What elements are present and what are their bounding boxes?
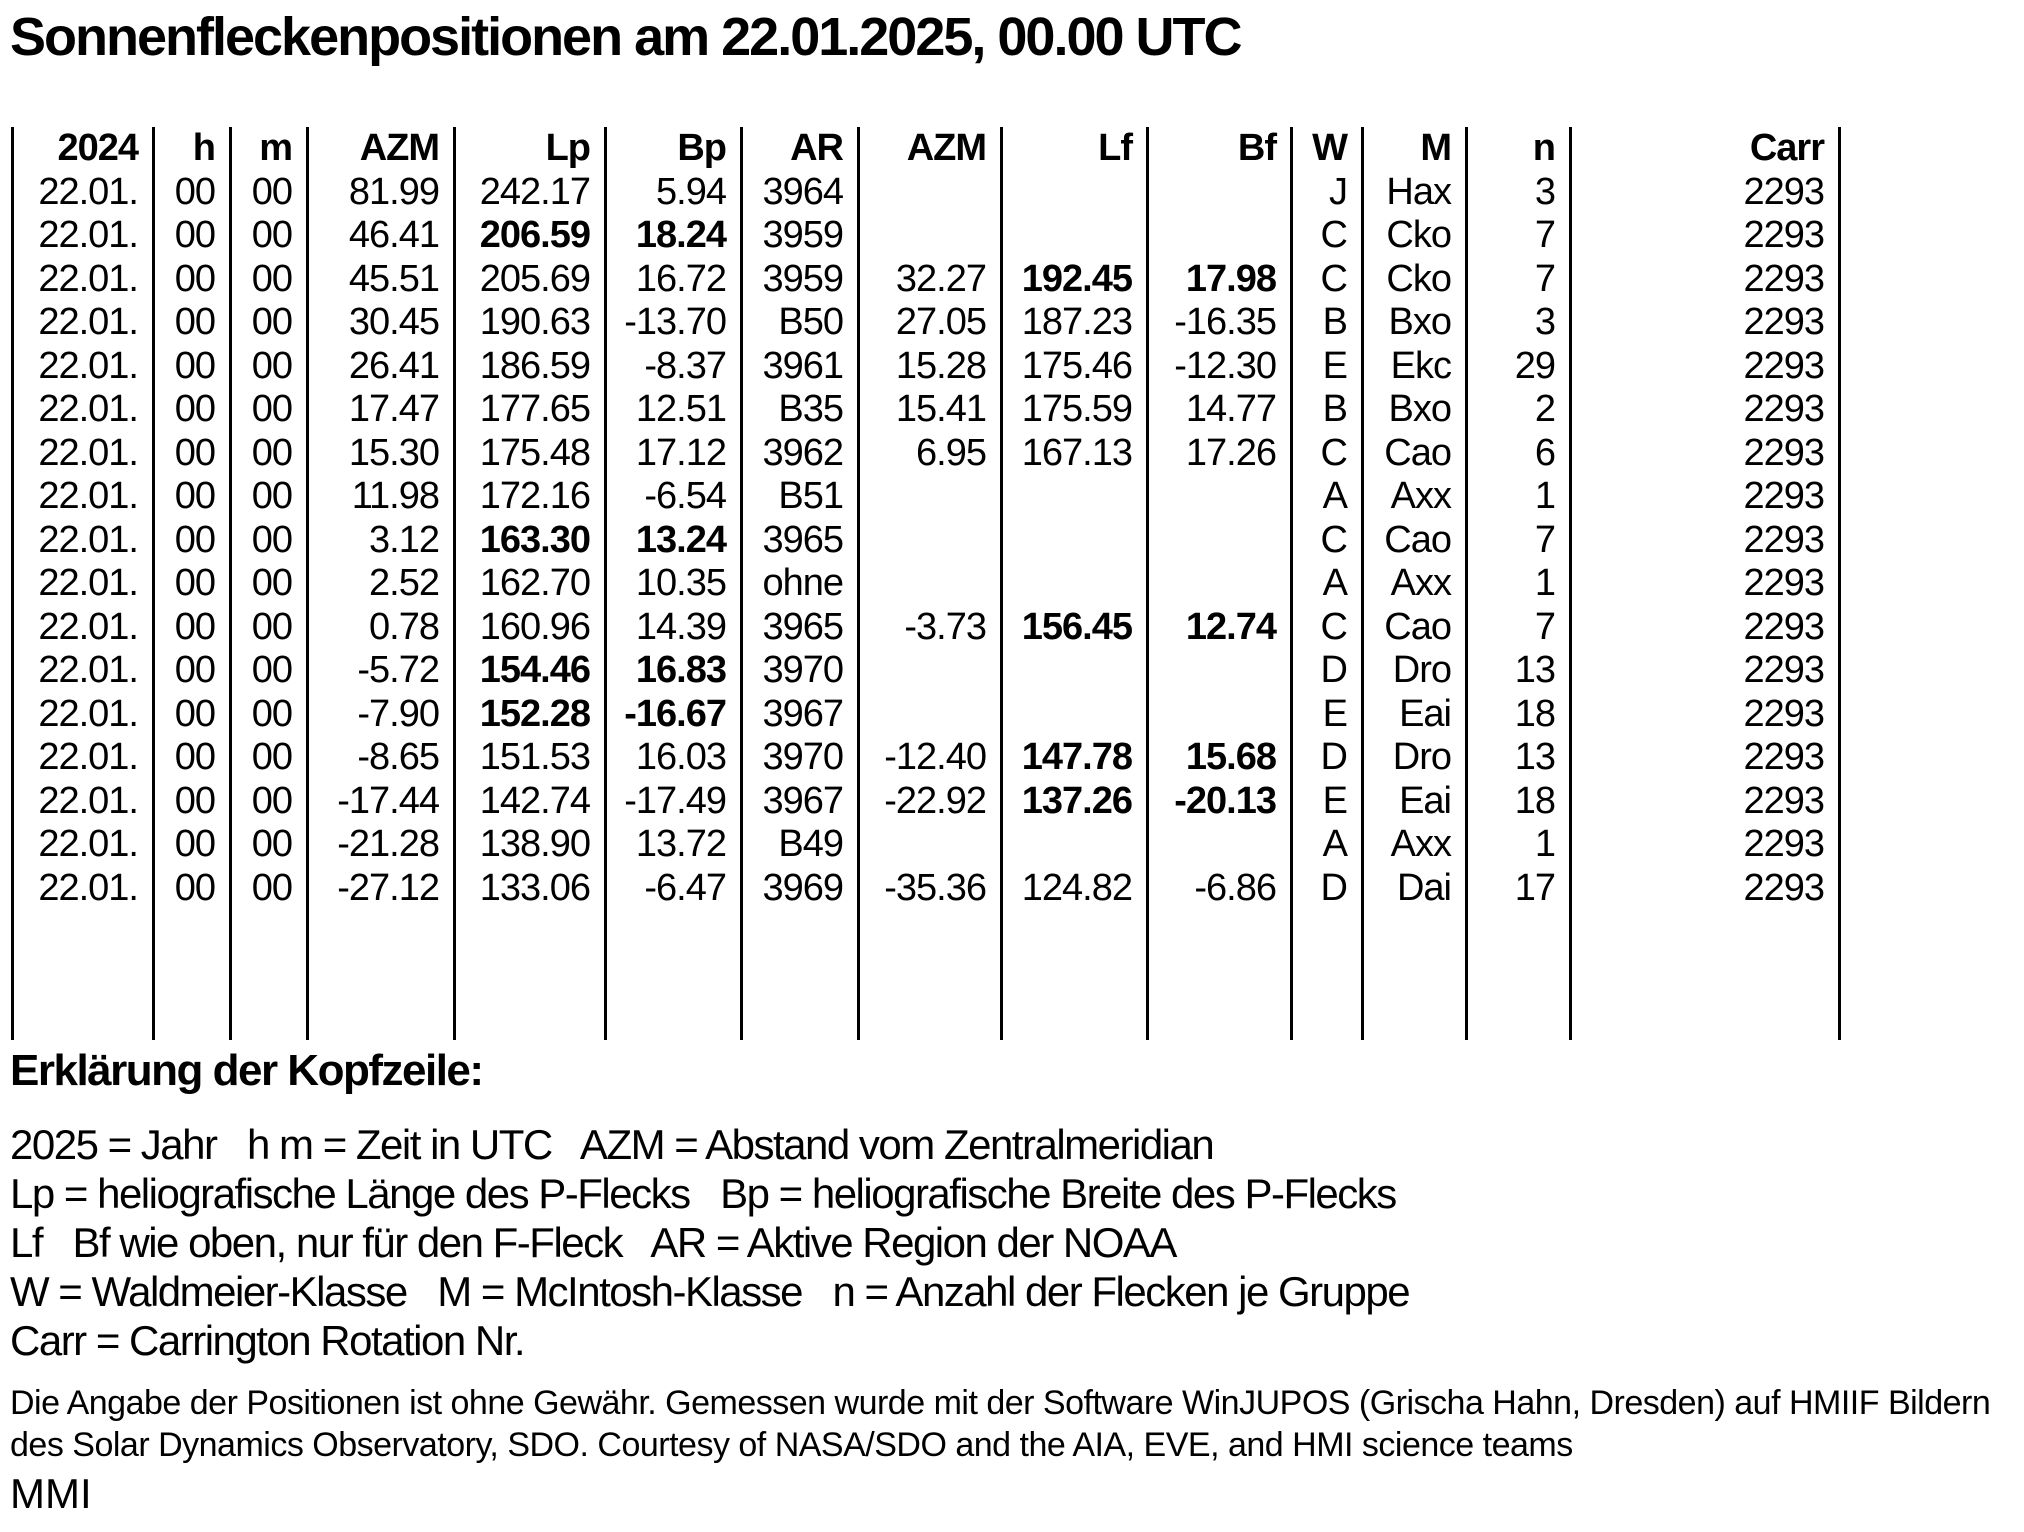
table-cell: 00 bbox=[154, 214, 231, 258]
table-cell: 17.12 bbox=[606, 432, 742, 476]
table-cell: 206.59 bbox=[455, 214, 606, 258]
table-cell: -22.92 bbox=[859, 780, 1002, 824]
table-cell: 15.41 bbox=[859, 388, 1002, 432]
table-cell: 22.01. bbox=[13, 345, 154, 389]
filler-cell bbox=[1467, 910, 1571, 1040]
table-cell: -20.13 bbox=[1148, 780, 1292, 824]
table-cell: B35 bbox=[742, 388, 859, 432]
table-cell: 00 bbox=[231, 736, 308, 780]
table-cell bbox=[1148, 519, 1292, 563]
column-header: AR bbox=[742, 127, 859, 171]
table-cell bbox=[859, 475, 1002, 519]
table-cell: 124.82 bbox=[1002, 867, 1148, 911]
table-row bbox=[13, 388, 1840, 432]
table-cell: 15.30 bbox=[308, 432, 455, 476]
table-cell: 17.98 bbox=[1148, 258, 1292, 302]
table-cell: 00 bbox=[154, 345, 231, 389]
table-cell: C bbox=[1292, 258, 1363, 302]
table-cell: 3964 bbox=[742, 171, 859, 215]
table-cell: 3959 bbox=[742, 258, 859, 302]
table-cell: 32.27 bbox=[859, 258, 1002, 302]
table-cell: 45.51 bbox=[308, 258, 455, 302]
table-cell: Cao bbox=[1363, 432, 1467, 476]
table-cell: 175.59 bbox=[1002, 388, 1148, 432]
table-cell: 1 bbox=[1467, 475, 1571, 519]
filler-cell bbox=[859, 910, 1002, 1040]
table-cell: 3970 bbox=[742, 649, 859, 693]
table-cell: -35.36 bbox=[859, 867, 1002, 911]
table-cell: B51 bbox=[742, 475, 859, 519]
table-row bbox=[13, 475, 1840, 519]
table-cell: -6.54 bbox=[606, 475, 742, 519]
table-cell bbox=[859, 693, 1002, 737]
table-cell: 13.72 bbox=[606, 823, 742, 867]
table-cell: 2293 bbox=[1571, 475, 1840, 519]
table-cell: 22.01. bbox=[13, 867, 154, 911]
table-cell: 2293 bbox=[1571, 606, 1840, 650]
table-cell bbox=[1148, 693, 1292, 737]
table-cell: Bxo bbox=[1363, 301, 1467, 345]
table-cell: -6.47 bbox=[606, 867, 742, 911]
column-header: Carr bbox=[1571, 127, 1840, 171]
table-cell: 137.26 bbox=[1002, 780, 1148, 824]
table-cell bbox=[1002, 214, 1148, 258]
table-cell bbox=[1148, 475, 1292, 519]
table-cell: ohne bbox=[742, 562, 859, 606]
table-cell: 2293 bbox=[1571, 301, 1840, 345]
column-header: 2024 bbox=[13, 127, 154, 171]
table-cell: D bbox=[1292, 867, 1363, 911]
table-cell: Axx bbox=[1363, 562, 1467, 606]
table-row bbox=[13, 780, 1840, 824]
table-cell: 00 bbox=[231, 823, 308, 867]
table-cell: 00 bbox=[231, 780, 308, 824]
table-cell: C bbox=[1292, 606, 1363, 650]
table-cell: 00 bbox=[231, 519, 308, 563]
table-cell: Dai bbox=[1363, 867, 1467, 911]
table-cell: J bbox=[1292, 171, 1363, 215]
table-cell: 3965 bbox=[742, 519, 859, 563]
explanation-heading: Erklärung der Kopfzeile: bbox=[10, 1046, 483, 1095]
table-cell: 2293 bbox=[1571, 258, 1840, 302]
table-cell: 175.46 bbox=[1002, 345, 1148, 389]
table-cell: B bbox=[1292, 388, 1363, 432]
table-row bbox=[13, 519, 1840, 563]
table-cell: 3965 bbox=[742, 606, 859, 650]
table-cell: 2293 bbox=[1571, 649, 1840, 693]
table-cell bbox=[1002, 171, 1148, 215]
column-header: AZM bbox=[308, 127, 455, 171]
table-cell: 00 bbox=[231, 475, 308, 519]
table-cell: -17.49 bbox=[606, 780, 742, 824]
table-cell: 6.95 bbox=[859, 432, 1002, 476]
table-cell: 22.01. bbox=[13, 171, 154, 215]
table-cell bbox=[859, 562, 1002, 606]
table-cell: 00 bbox=[154, 562, 231, 606]
table-cell: 7 bbox=[1467, 519, 1571, 563]
table-cell: 7 bbox=[1467, 606, 1571, 650]
table-cell: 2.52 bbox=[308, 562, 455, 606]
table-cell: 22.01. bbox=[13, 519, 154, 563]
table-cell: 18 bbox=[1467, 693, 1571, 737]
table-cell: 190.63 bbox=[455, 301, 606, 345]
table-cell: 3961 bbox=[742, 345, 859, 389]
table-cell: 26.41 bbox=[308, 345, 455, 389]
table-cell: 13 bbox=[1467, 736, 1571, 780]
filler-row bbox=[13, 910, 1840, 1040]
table-cell: 00 bbox=[154, 867, 231, 911]
table-cell: -8.65 bbox=[308, 736, 455, 780]
table-cell: 00 bbox=[231, 606, 308, 650]
table-cell: 00 bbox=[154, 475, 231, 519]
filler-cell bbox=[308, 910, 455, 1040]
table-cell: -5.72 bbox=[308, 649, 455, 693]
table-cell: 00 bbox=[154, 736, 231, 780]
table-cell: -16.35 bbox=[1148, 301, 1292, 345]
table-cell: -13.70 bbox=[606, 301, 742, 345]
disclaimer-text bbox=[10, 1382, 2018, 1466]
column-header: Bf bbox=[1148, 127, 1292, 171]
table-cell: 162.70 bbox=[455, 562, 606, 606]
table-row bbox=[13, 649, 1840, 693]
table-cell: 2293 bbox=[1571, 345, 1840, 389]
table-cell: -6.86 bbox=[1148, 867, 1292, 911]
table-cell: 186.59 bbox=[455, 345, 606, 389]
table-cell: 22.01. bbox=[13, 258, 154, 302]
table-cell: 2293 bbox=[1571, 171, 1840, 215]
table-cell: A bbox=[1292, 475, 1363, 519]
explanation-line: Carr = Carrington Rotation Nr. bbox=[10, 1317, 525, 1364]
table-cell: 00 bbox=[154, 823, 231, 867]
table-cell: 00 bbox=[154, 171, 231, 215]
table-cell: E bbox=[1292, 780, 1363, 824]
filler-cell bbox=[1002, 910, 1148, 1040]
table-cell bbox=[1002, 649, 1148, 693]
table-cell: 00 bbox=[154, 301, 231, 345]
table-cell: -12.30 bbox=[1148, 345, 1292, 389]
table-cell: 22.01. bbox=[13, 388, 154, 432]
table-cell: 15.68 bbox=[1148, 736, 1292, 780]
column-header: Lf bbox=[1002, 127, 1148, 171]
table-cell: 11.98 bbox=[308, 475, 455, 519]
table-cell: Dro bbox=[1363, 649, 1467, 693]
table-cell: 16.03 bbox=[606, 736, 742, 780]
table-cell: 22.01. bbox=[13, 214, 154, 258]
table-cell: Ekc bbox=[1363, 345, 1467, 389]
table-cell: 00 bbox=[231, 171, 308, 215]
table-cell: Eai bbox=[1363, 693, 1467, 737]
table-cell: 16.72 bbox=[606, 258, 742, 302]
filler-cell bbox=[13, 910, 154, 1040]
table-cell: -7.90 bbox=[308, 693, 455, 737]
column-header: AZM bbox=[859, 127, 1002, 171]
explanation-line: W = Waldmeier-Klasse M = McIntosh-Klasse n = Anzahl der Flecken je Gruppe bbox=[10, 1268, 1410, 1315]
column-header: Lp bbox=[455, 127, 606, 171]
table-cell: C bbox=[1292, 519, 1363, 563]
table-cell: 205.69 bbox=[455, 258, 606, 302]
filler-cell bbox=[606, 910, 742, 1040]
table-cell: 3967 bbox=[742, 780, 859, 824]
table-cell: 00 bbox=[231, 301, 308, 345]
table-row bbox=[13, 432, 1840, 476]
filler-cell bbox=[1363, 910, 1467, 1040]
table-cell: 17.47 bbox=[308, 388, 455, 432]
table-cell: 2293 bbox=[1571, 432, 1840, 476]
table-cell: 10.35 bbox=[606, 562, 742, 606]
table-cell: -8.37 bbox=[606, 345, 742, 389]
filler-cell bbox=[742, 910, 859, 1040]
table-cell: 7 bbox=[1467, 214, 1571, 258]
table-cell: C bbox=[1292, 214, 1363, 258]
table-cell: 00 bbox=[154, 388, 231, 432]
table-row bbox=[13, 171, 1840, 215]
table-cell: 00 bbox=[231, 562, 308, 606]
table-cell: 2293 bbox=[1571, 736, 1840, 780]
table-cell: 177.65 bbox=[455, 388, 606, 432]
table-row bbox=[13, 301, 1840, 345]
table-cell: 00 bbox=[154, 519, 231, 563]
table-cell: -3.73 bbox=[859, 606, 1002, 650]
table-row bbox=[13, 214, 1840, 258]
table-cell: 5.94 bbox=[606, 171, 742, 215]
table-cell: 22.01. bbox=[13, 301, 154, 345]
table-cell: 14.39 bbox=[606, 606, 742, 650]
column-header: m bbox=[231, 127, 308, 171]
table-cell: Axx bbox=[1363, 475, 1467, 519]
table-cell: 163.30 bbox=[455, 519, 606, 563]
table-cell: 242.17 bbox=[455, 171, 606, 215]
table-cell: 13.24 bbox=[606, 519, 742, 563]
filler-cell bbox=[1148, 910, 1292, 1040]
table-cell: 00 bbox=[231, 345, 308, 389]
table-cell: 2293 bbox=[1571, 693, 1840, 737]
table-cell: 0.78 bbox=[308, 606, 455, 650]
table-cell: 00 bbox=[154, 606, 231, 650]
table-cell: Cao bbox=[1363, 606, 1467, 650]
sunspot-table bbox=[11, 127, 1841, 1040]
table-cell: 00 bbox=[154, 432, 231, 476]
table-cell: 7 bbox=[1467, 258, 1571, 302]
table-cell: 3.12 bbox=[308, 519, 455, 563]
table-cell: 22.01. bbox=[13, 823, 154, 867]
table-cell bbox=[859, 823, 1002, 867]
table-row bbox=[13, 345, 1840, 389]
table-cell: 16.83 bbox=[606, 649, 742, 693]
table-cell: 00 bbox=[231, 258, 308, 302]
explanation-lines bbox=[10, 1120, 1409, 1365]
table-cell: 2293 bbox=[1571, 823, 1840, 867]
table-cell: -17.44 bbox=[308, 780, 455, 824]
table-cell: 2293 bbox=[1571, 780, 1840, 824]
table-cell: B50 bbox=[742, 301, 859, 345]
table-cell: B bbox=[1292, 301, 1363, 345]
table-row bbox=[13, 693, 1840, 737]
table-cell: Eai bbox=[1363, 780, 1467, 824]
table-cell: E bbox=[1292, 693, 1363, 737]
table-cell bbox=[1148, 171, 1292, 215]
table-cell: D bbox=[1292, 736, 1363, 780]
table-cell: A bbox=[1292, 823, 1363, 867]
column-header: h bbox=[154, 127, 231, 171]
table-cell bbox=[859, 519, 1002, 563]
table-cell: 00 bbox=[231, 432, 308, 476]
table-cell: 2293 bbox=[1571, 388, 1840, 432]
table-cell bbox=[859, 649, 1002, 693]
table-cell: 192.45 bbox=[1002, 258, 1148, 302]
table-cell: Axx bbox=[1363, 823, 1467, 867]
table-cell: 22.01. bbox=[13, 649, 154, 693]
table-cell: 22.01. bbox=[13, 475, 154, 519]
table-cell: 3967 bbox=[742, 693, 859, 737]
table-cell: 154.46 bbox=[455, 649, 606, 693]
table-cell: 22.01. bbox=[13, 780, 154, 824]
table-cell: 151.53 bbox=[455, 736, 606, 780]
disclaimer-line: Die Angabe der Positionen ist ohne Gewähr. Gemessen wurde mit der Software WinJUPOS (Grischa Hahn, Dresden) auf HMIIF Bildern bbox=[10, 1384, 1991, 1422]
table-cell: 1 bbox=[1467, 823, 1571, 867]
header-row bbox=[13, 127, 1840, 171]
table-cell bbox=[1148, 823, 1292, 867]
table-cell: Cko bbox=[1363, 258, 1467, 302]
table-cell: 00 bbox=[231, 693, 308, 737]
explanation-line: Lf Bf wie oben, nur für den F-Fleck AR = Aktive Region der NOAA bbox=[10, 1219, 1176, 1266]
table-cell: 2293 bbox=[1571, 562, 1840, 606]
table-cell: Hax bbox=[1363, 171, 1467, 215]
filler-cell bbox=[1292, 910, 1363, 1040]
table-cell: 133.06 bbox=[455, 867, 606, 911]
table-cell: -12.40 bbox=[859, 736, 1002, 780]
table-row bbox=[13, 867, 1840, 911]
signature: MMI bbox=[10, 1470, 92, 1517]
table-cell bbox=[1148, 562, 1292, 606]
table-cell bbox=[859, 171, 1002, 215]
table-cell: -21.28 bbox=[308, 823, 455, 867]
table-cell: 00 bbox=[231, 388, 308, 432]
column-header: Bp bbox=[606, 127, 742, 171]
disclaimer-line: des Solar Dynamics Observatory, SDO. Courtesy of NASA/SDO and the AIA, EVE, and HMI science teams bbox=[10, 1426, 1573, 1464]
table-cell: 3969 bbox=[742, 867, 859, 911]
table-cell: 81.99 bbox=[308, 171, 455, 215]
table-cell: 22.01. bbox=[13, 606, 154, 650]
table-cell bbox=[1002, 475, 1148, 519]
table-cell: 22.01. bbox=[13, 736, 154, 780]
page-title: Sonnenfleckenpositionen am 22.01.2025, 00.00 UTC bbox=[10, 7, 1241, 67]
table-cell: 3970 bbox=[742, 736, 859, 780]
table-cell bbox=[1002, 519, 1148, 563]
table-row bbox=[13, 562, 1840, 606]
table-cell: 29 bbox=[1467, 345, 1571, 389]
table-cell bbox=[1148, 649, 1292, 693]
table-row bbox=[13, 258, 1840, 302]
table-cell: 160.96 bbox=[455, 606, 606, 650]
table-cell: 152.28 bbox=[455, 693, 606, 737]
table-cell: 13 bbox=[1467, 649, 1571, 693]
table-cell: 00 bbox=[231, 214, 308, 258]
table-cell: 22.01. bbox=[13, 693, 154, 737]
table-cell: 17.26 bbox=[1148, 432, 1292, 476]
explanation-line: Lp = heliografische Länge des P-Flecks Bp = heliografische Breite des P-Flecks bbox=[10, 1170, 1396, 1217]
table-cell: 22.01. bbox=[13, 432, 154, 476]
table-cell: 172.16 bbox=[455, 475, 606, 519]
table-cell bbox=[859, 214, 1002, 258]
table-cell: 3959 bbox=[742, 214, 859, 258]
table-cell: Bxo bbox=[1363, 388, 1467, 432]
table-cell: 00 bbox=[231, 867, 308, 911]
table-cell: 12.51 bbox=[606, 388, 742, 432]
table-cell: 17 bbox=[1467, 867, 1571, 911]
table-cell: 00 bbox=[154, 258, 231, 302]
table-cell: Dro bbox=[1363, 736, 1467, 780]
table-cell bbox=[1002, 823, 1148, 867]
table-cell: 18 bbox=[1467, 780, 1571, 824]
table-cell: 1 bbox=[1467, 562, 1571, 606]
table-cell: 00 bbox=[231, 649, 308, 693]
table-cell bbox=[1002, 562, 1148, 606]
table-cell: -27.12 bbox=[308, 867, 455, 911]
table-cell: E bbox=[1292, 345, 1363, 389]
table-cell: 15.28 bbox=[859, 345, 1002, 389]
table-cell bbox=[1148, 214, 1292, 258]
table-cell: Cao bbox=[1363, 519, 1467, 563]
table-cell: 30.45 bbox=[308, 301, 455, 345]
table-cell: D bbox=[1292, 649, 1363, 693]
table-cell: 3962 bbox=[742, 432, 859, 476]
table-cell: 147.78 bbox=[1002, 736, 1148, 780]
table-cell: 138.90 bbox=[455, 823, 606, 867]
table-cell: 187.23 bbox=[1002, 301, 1148, 345]
table-cell: 3 bbox=[1467, 301, 1571, 345]
column-header: W bbox=[1292, 127, 1363, 171]
table-cell: A bbox=[1292, 562, 1363, 606]
table-cell: 00 bbox=[154, 693, 231, 737]
table-cell: 00 bbox=[154, 780, 231, 824]
table-cell: 2293 bbox=[1571, 519, 1840, 563]
table-cell: 156.45 bbox=[1002, 606, 1148, 650]
table-cell: 2293 bbox=[1571, 214, 1840, 258]
table-cell: 14.77 bbox=[1148, 388, 1292, 432]
table-cell: 167.13 bbox=[1002, 432, 1148, 476]
table-cell: 22.01. bbox=[13, 562, 154, 606]
table-cell: 2 bbox=[1467, 388, 1571, 432]
table-row bbox=[13, 606, 1840, 650]
filler-cell bbox=[231, 910, 308, 1040]
table-cell: 3 bbox=[1467, 171, 1571, 215]
table-cell: 18.24 bbox=[606, 214, 742, 258]
table-row bbox=[13, 823, 1840, 867]
explanation-line: 2025 = Jahr h m = Zeit in UTC AZM = Abstand vom Zentralmeridian bbox=[10, 1121, 1214, 1168]
table-cell: 6 bbox=[1467, 432, 1571, 476]
table-cell: C bbox=[1292, 432, 1363, 476]
table-cell: 175.48 bbox=[455, 432, 606, 476]
table-cell: B49 bbox=[742, 823, 859, 867]
table-cell bbox=[1002, 693, 1148, 737]
column-header: n bbox=[1467, 127, 1571, 171]
table-cell: 00 bbox=[154, 649, 231, 693]
filler-cell bbox=[154, 910, 231, 1040]
table-cell: 142.74 bbox=[455, 780, 606, 824]
table-row bbox=[13, 736, 1840, 780]
filler-cell bbox=[455, 910, 606, 1040]
table-cell: 2293 bbox=[1571, 867, 1840, 911]
column-header: M bbox=[1363, 127, 1467, 171]
table-cell: -16.67 bbox=[606, 693, 742, 737]
filler-cell bbox=[1571, 910, 1840, 1040]
table-cell: 12.74 bbox=[1148, 606, 1292, 650]
table-cell: Cko bbox=[1363, 214, 1467, 258]
table-cell: 46.41 bbox=[308, 214, 455, 258]
table-cell: 27.05 bbox=[859, 301, 1002, 345]
